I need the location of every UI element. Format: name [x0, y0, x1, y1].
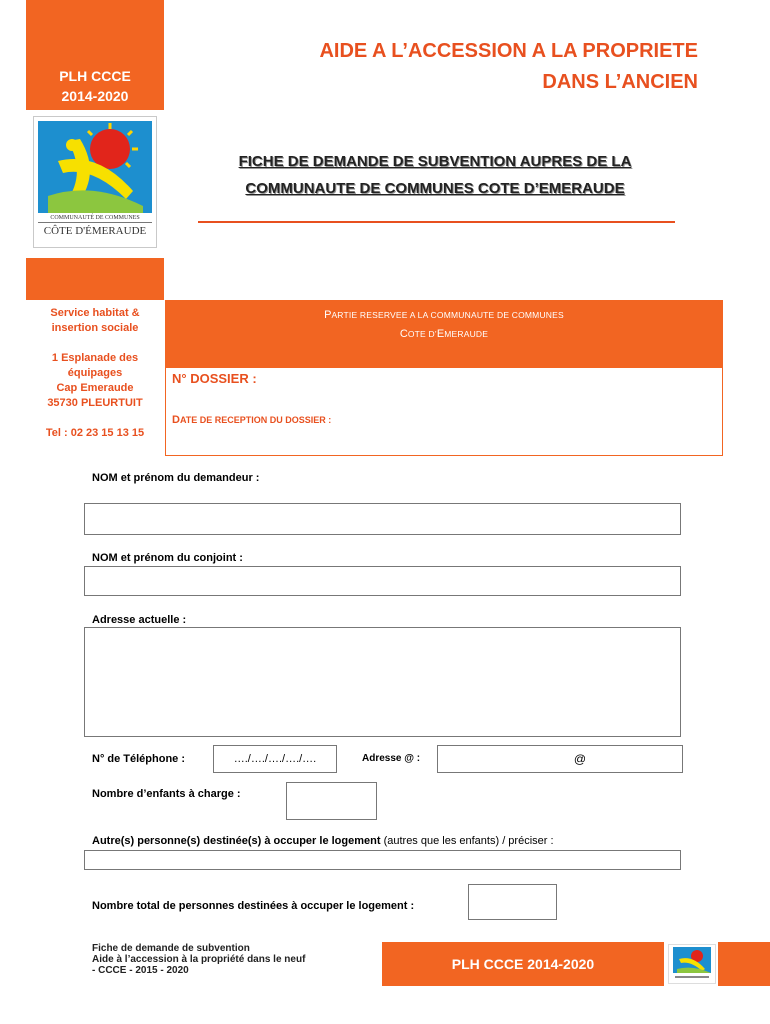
reception-date-label: DATE DE RECEPTION DU DOSSIER : — [172, 414, 332, 426]
service-contact: Service habitat & insertion sociale 1 Esplanade des équipages Cap Emeraude 35730 PLEURTUIT Tel : 02 23 15 13 15 — [26, 306, 164, 441]
current-address-label: Adresse actuelle : — [92, 614, 187, 626]
reserved-section-header: PARTIE RESERVEE A LA COMMUNAUTE DE COMMUNES COTE D’EMERAUDE — [165, 300, 723, 368]
program-label: PLH CCCE 2014-2020 — [59, 68, 131, 104]
logo-caption: COMMUNAUTÉ DE COMMUNES CÔTE D'ÉMERAUDE — [38, 215, 152, 237]
cote-emeraude-logo — [33, 116, 157, 248]
footer-orange-block — [718, 942, 770, 986]
sidebar-orange-block — [26, 258, 164, 300]
applicant-name-field[interactable] — [84, 503, 681, 535]
other-occupants-field[interactable] — [84, 850, 681, 870]
footer-logo — [668, 944, 716, 984]
other-occupants-label: Autre(s) personne(s) destinée(s) à occuper le logement (autres que les enfants) / préciser : — [92, 835, 554, 847]
email-label: Adresse @ : — [362, 753, 421, 764]
dossier-number-label: N° DOSSIER : — [172, 371, 257, 386]
service-phone: Tel : 02 23 15 13 15 — [45, 427, 145, 439]
total-occupants-field[interactable] — [468, 884, 557, 920]
children-count-label: Nombre d’enfants à charge : — [92, 788, 241, 800]
logo-emblem — [38, 121, 152, 213]
footer-text: Fiche de demande de subvention Aide à l’accession à la propriété dans le neuf - CCCE - 2015 - 2020 — [92, 943, 306, 976]
applicant-name-label: NOM et prénom du demandeur : — [92, 472, 260, 484]
title-divider — [198, 221, 675, 223]
phone-placeholder: …./…./…./…./…. — [233, 753, 317, 765]
page-title: AIDE A L’ACCESSION A LA PROPRIETE DANS L’ANCIEN — [319, 40, 698, 93]
email-field[interactable] — [437, 745, 683, 773]
footer-banner: PLH CCCE 2014-2020 — [382, 942, 664, 986]
spouse-name-label: NOM et prénom du conjoint : — [92, 552, 243, 564]
total-occupants-label: Nombre total de personnes destinées à occuper le logement : — [92, 900, 415, 912]
children-count-field[interactable] — [286, 782, 377, 820]
current-address-field[interactable] — [84, 627, 681, 737]
spouse-name-field[interactable] — [84, 566, 681, 596]
email-at-sign: @ — [573, 752, 587, 766]
phone-field[interactable] — [213, 745, 337, 773]
form-subtitle: FICHE DE DEMANDE DE SUBVENTION AUPRES DE LA COMMUNAUTE DE COMMUNES COTE D’EMERAUDE — [238, 153, 632, 197]
phone-label: N° de Téléphone : — [92, 753, 186, 765]
